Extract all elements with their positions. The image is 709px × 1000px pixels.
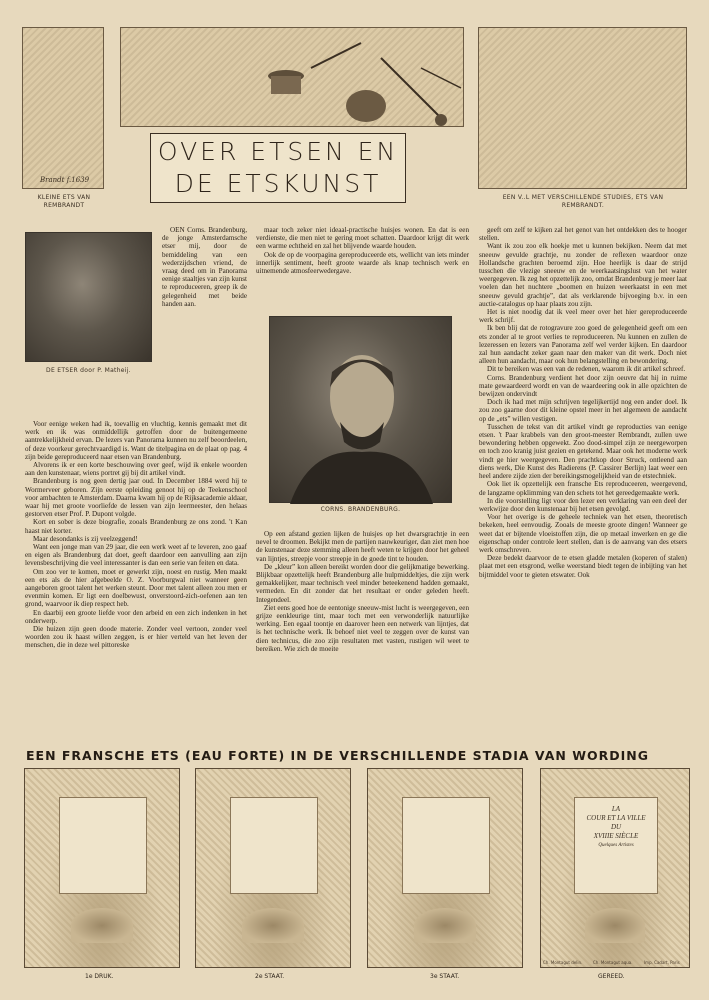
plate-credit-3: Imp. Cadart, Paris [644,960,680,965]
stage-1-blank-area [59,797,147,894]
col1-paragraph: Voor eenige weken had ik, toevallig en vluchtig, kennis gemaakt met dit werk en ik was onmiddellijk getroffen door de buitengemeene aantrekkelijkheid ervan. De lezers van Panorama kunnen nu zelf beoordeelen, of deze voorkeur gerechtvaardigd is. Want de titelpagina en de plaat op pag. 4 zijn beide gereproduceerd naar etsen van Brandenburg. [25,420,247,461]
stages-banner: EEN FRANSCHE ETS (EAU FORTE) IN DE VERSCHILLENDE STADIA VAN WORDING [26,748,649,763]
col3-paragraph: Corns. Brandenburg verdient het door zijn oeuvre dat hij in ruime mate gewaardeerd wordt en van de waardeering ook in alle opzichten de bewijzen ondervindt [479,373,687,399]
col1-paragraph: En daarbij een groote liefde voor den arbeid en een zich indenken in het onderwerp. [25,608,247,625]
stage-3-blank-area [402,797,490,894]
stage-2-blank-area [230,797,318,894]
plate-credit-2: Ch. Montagut aqua. [593,960,633,965]
caption-top-right: EEN V..L MET VERSCHILLENDE STUDIES, ETS VAN REMBRANDT. [502,194,664,209]
column-2-top [256,226,469,316]
stage-2-label: 2e STAAT. [255,973,285,980]
portrait-brandenburg [269,316,452,503]
stage-3-cartouche [414,908,476,944]
rembrandt-studies-etching [478,27,687,189]
article-title [150,133,406,203]
title-line-2: DE ETSKUNST [174,169,382,198]
etching-tools-illustration [120,27,464,127]
stage-3-etching [367,768,523,968]
stage-1-cartouche [71,908,133,944]
col2-paragraph: maar toch zeker niet ideaal-practische huisjes wonen. En dat is een verdienste, die men niet te gering moet schatten. Daardoor krijgt dit werk een warme echtheid en zal het blijvende waarde houden. [256,226,469,251]
photo-etser [25,232,152,362]
final-plate-line-1: LA [611,805,621,813]
col3-paragraph: Dit te bereiken was een van de redenen, waarom ik dit artikel schreef. [487,365,686,374]
stage-2-etching [195,768,351,968]
stage-3-label: 3e STAAT. [430,973,460,980]
caption-portrait: CORNS. BRANDENBURG. [320,506,401,513]
col3-paragraph: In die voorstelling ligt voor den lezer een verklaring van een deel der werkwijze door den kunstenaar bij het etsen gevolgd. [479,496,687,513]
portrait-figure [270,317,453,504]
stage-final-cartouche [585,908,644,944]
column-3-body [479,226,687,744]
col3-paragraph: Deze bedekt daarvoor de te etsen gladde metalen (koperen of stalen) plaat met een etsgrond, welke weerstand biedt tegen de inbijting van het bijtmiddel voor te gieten etswater. Ook [479,554,687,579]
stage-1-label: 1e DRUK. [85,973,114,980]
col3-paragraph: geeft om zelf te kijken zal het genot van het ontdekken des te hooger stellen. [479,226,687,243]
title-line-1: OVER ETSEN EN [157,137,399,166]
column-1-intro [162,226,247,420]
col1-paragraph: OEN Corns. Brandenburg, de jonge Amsterdamsche etser mij, door de bemiddeling van een wederzijdschen vriend, de vraag deed om in Panorama eenige staaltjes van zijn kunst te reproduceeren, greep ik de gelegenheid met beide handen aan. [162,226,247,308]
col1-paragraph: Kort en sober is deze biografie, zooals Brandenburg ze ons zond. 't Kan haast niet korter. [25,518,247,535]
caption-etser: DE ETSER door P. Matheij. [46,367,131,374]
col3-paragraph: Voor het overige is de geheele techniek van het etsen, theoretisch bekeken, heel eenvoudig. Zooals de meeste groote dingen! Wanneer ge weet dat er bijtende vloeistoffen zijn, die op metaal inwerken en ge die eigenschap onder controle leert stellen, dan is de aanvang van des etsers werk omschreven. [479,513,687,554]
col2-paragraph: De „kleur” kon alleen bereikt worden door die gelijkmatige bewerking. Blijkbaar opzettelijk heeft Brandenburg alle hulpmiddeltjes, die zijn werk gemakkelijker, maar technisch veel minder beteekenend hadden gemaakt, vermeden. En dit zonder dat het resultaat er onder geleden heeft. Integendeel. [256,562,469,604]
final-plate-line-5: Quelques Artistes [598,843,634,848]
tools-drawing [121,28,465,128]
stage-2-cartouche [242,908,304,944]
etching-signature: Brandt f.1639 [40,176,90,184]
col2-paragraph: Ziet eens goed hoe de eentonige sneeuw-mist lucht is weergegeven, een grijze eenkleurige tint, maar toch met een verwonderlijk natuurlijke werking. Een egaal toontje en daarover heen een netwerk van lijntjes, dat is het technische werk. Ik behoef niet veel te zeggen over de kunst van dien technicus, die zoo zijn resultaten met vasten, rustigen wil weet te bereiken. Wie zich de moeite [256,603,469,653]
column-2-body [256,530,469,744]
col3-paragraph: Doch ik had met mijn schrijven tegelijkertijd nog een ander doel. Ik zou zoo gaarne door dit kleine opstel meer in het algemeen de aandacht op de „ets” willen vestigen. [479,398,687,423]
col3-paragraph: Want ik zou zoo elk hoekje met u kunnen bekijken. Neem dat met sneeuw gevulde grachtje, nu zonder de reflexen waardoor onze Hollandsche grachten beroemd zijn. Hoe heerlijk is daar de strijd tusschen die vlezige sneeuw en de weerkaatsingslust van het water weergegeven. Ik zeg het opzettelijk zoo, omdat Brandenburg je meer laat voelen dan het nuchtere „boomen en huizen weerkaatst in een met sneeuw gevuld grachtje”, dat als verklarende bijvoeging b.v. in een auctie-catalogus op haar plaats zou zijn. [479,242,687,308]
plate-credit-1: Ch. Montagut delin. [543,960,583,965]
final-plate-line-3: DU [610,823,622,831]
rembrandt-small-etching [22,27,104,189]
col3-paragraph: Ik ben blij dat de rotogravure zoo goed de gelegenheid geeft om een ets zonder al te groot verlies te reproduceeren. Nu kunnen en zullen de lezeressen en lezers van Panorama zelf wel verder kijken. En daardoor zal hun aandacht zeker gaan naar den maker van dit werk. Doch niet alleen hun aandacht, maar ook hun belangstelling en bewondering. [479,324,687,366]
col3-paragraph: Tusschen de tekst van dit artikel vindt ge reproducties van eenige etsen. 't Paar krabbels van den groot-meester Rembrandt, zullen uwe bewondering hebben opgewekt. Zoo dood-simpel zijn ze neergeworpen en toch zoo kranig juist gezien en getekend. Maar ook het moderne werk vindt ge hier weergegeven. Den prachtkop door Struck, ontleend aan diens werk, Die Kunst des Radierens (P. Cassirer Berlijn) laat weer een heel andere zijde zien der bereikingsmogelijkheid van de etstechniek. [479,422,687,481]
stage-final-etching [540,768,690,968]
col1-paragraph: Alvorens ik er een korte beschouwing over geef, wijd ik enkele woorden aan den kunstenaar, wiens portret gij bij dit artikel vindt. [25,461,247,478]
final-plate-title [574,805,658,850]
col1-paragraph: Want een jonge man van 29 jaar, die een werk weet af te leveren, zoo gaaf en eigen als Brandenburg dat doet, geeft daardoor een aanvulling aan zijn levensbeschrijving die veel interessanter is dan een serie van feiten en data. [25,543,247,568]
col1-paragraph: Die huizen zijn geen doode materie. Zonder veel vertoon, zonder veel woorden zou ik haast willen zeggen, is er hier verteld van het leven der menschen, die in deze wel pittoreske [25,625,247,650]
col2-paragraph: Ook de op de voorpagina gereproduceerde ets, wellicht van iets minder innerlijk sentiment, heeft groote waarde als knap technisch werk en uitnemende atmosfeerwedergave. [256,250,469,276]
caption-top-left: KLEINE ETS VAN REMBRANDT [37,194,91,209]
final-plate-line-4: XVIIIE SIÈCLE [593,832,639,840]
stage-final-label: GEREED. [598,973,625,980]
col1-paragraph: Brandenburg is nog geen dertig jaar oud. In December 1884 werd hij te Wormerveer geboren. Zijn eerste opleiding genoot hij op de Teekenschool voor ambachten te Amsterdam. Daarna kwam hij op de Rijksacademie aldaar, waar hij met groote voorliefde de lessen van zijn leermeester, den helaas gestorven etser Prof. P. Dupont volgde. [25,477,247,519]
col3-paragraph: Het is niet noodig dat ik veel meer over het hier gereproduceerde werk schrijf. [479,308,687,325]
col3-paragraph: Ook liet ik opzettelijk een fransche Ets reproduceeren, weergevend, de langzame opklimming van den schets tot het gereedgemaakte werk. [479,480,687,497]
stage-1-etching [24,768,180,968]
col2-paragraph: Op een afstand gezien lijken de huisjes op het dwarsgrachtje in een nevel te droomen. Bekijkt men de partijen nauwkeuriger, dan ziet men hoe de kunstenaar deze stemming alleen heeft weten te krijgen door het geheel van lijntjes, streepje voor streepje in de goede tint te houden. [256,530,469,563]
col1-paragraph: Maar desondanks is zij veelzeggend! [33,534,138,543]
col1-paragraph: Om zoo ver te komen, moet er gewerkt zijn, noest en rustig. Men maakt een ets als de hier afgebeelde O. Z. Voorburgwal niet wanneer geen aangeboren groot talent het werken steunt. Door met talent alleen zou men er evenmin komen. Er ligt een doelbewust, onverstoord-zich-oefenen aan ten grond, waarvoor ik diep respect heb. [25,567,247,609]
final-plate-line-2: COUR ET LA VILLE [586,814,646,822]
column-1-body [25,420,247,744]
